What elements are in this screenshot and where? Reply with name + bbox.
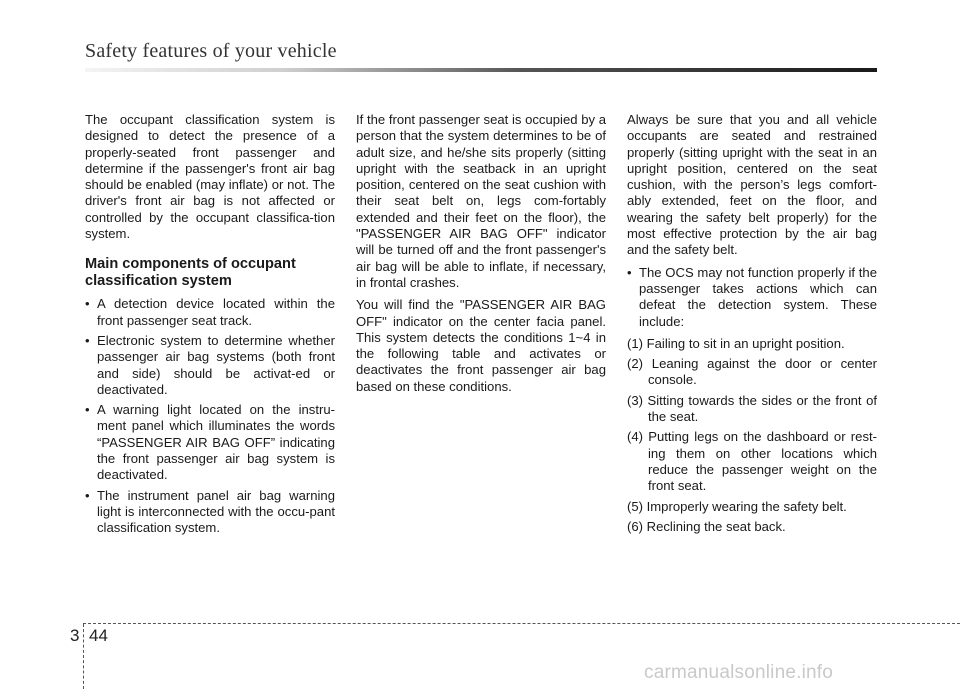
components-list [85, 296, 335, 536]
list-item: • A detection device located within the front passenger seat track. [85, 296, 335, 329]
footer-dashed-rule [83, 623, 960, 624]
text-column-3 [627, 112, 877, 539]
section-heading: Main components of occupant classification system [85, 256, 296, 290]
list-item: (3) Sitting towards the sides or the front of the seat. [627, 392, 877, 425]
intro-paragraph: The occupant classification system is designed to detect the presence of a properly-seated front passenger and determine if the passenger's front air bag should be enabled (may inflate) or not. The driver's front air bag is not affected or controlled by the occupant classifica-tion system. [85, 112, 335, 242]
chapter-number: 3 [70, 626, 80, 645]
restraint-paragraph: Always be sure that you and all vehicle occupants are seated and restrained properly (sitting upright with the seat in an upright position, centered on the seat cushion, with the person’s legs comfort-ably extended, feet on the floor, and wearing the safety belt properly) for the most effective protection by the air bag and the safety belt. [627, 112, 877, 258]
conditions-list [627, 336, 877, 535]
ocs-warning-list [627, 265, 877, 330]
list-item: (2) Leaning against the door or center console. [627, 356, 877, 388]
page-header-title: Safety features of your vehicle [85, 40, 337, 62]
list-item: (4) Putting legs on the dashboard or rest-ing them on other locations which reduce the passenger weight on the front seat. [627, 429, 877, 494]
list-item: • A warning light located on the instru-ment panel which illuminates the words “PASSENGER AIR BAG OFF” indicating the front passenger air bag system is deactivated. [85, 402, 335, 483]
list-item: (6) Reclining the seat back. [627, 518, 786, 534]
page-number: 44 [89, 626, 108, 645]
text-column-2 [356, 112, 606, 401]
list-item: • The instrument panel air bag warning light is interconnected with the occu-pant classification system. [85, 488, 335, 537]
list-item: (1) Failing to sit in an upright position. [627, 335, 845, 351]
indicator-location-paragraph: You will find the "PASSENGER AIR BAG OFF" indicator on the center facia panel. This system detects the conditions 1~4 in the following table and activates or deactivates the front passenger air bag based on these conditions. [356, 297, 606, 394]
text-column-1 [85, 112, 335, 543]
list-item: • Electronic system to determine whether passenger air bag systems (both front and side) should be activat-ed or deactivated. [85, 333, 335, 398]
footer-dashed-divider [83, 624, 84, 689]
list-item: (5) Improperly wearing the safety belt. [627, 498, 847, 514]
header-rule [85, 68, 877, 72]
watermark: carmanualsonline.info [644, 662, 834, 683]
list-item: • The OCS may not function properly if the passenger takes actions which can defeat the detection system. These include: [627, 265, 877, 330]
occupied-seat-paragraph: If the front passenger seat is occupied by a person that the system determines to be of adult size, and he/she sits properly (sitting upright with the seatback in an upright position, centered on the seat cushion with their seat belt on, legs com-fortably extended and their feet on the floor), the "PASSENGER AIR BAG OFF" indicator will be turned off and the front passenger's air bag will be able to inflate, if necessary, in frontal crashes. [356, 112, 606, 290]
